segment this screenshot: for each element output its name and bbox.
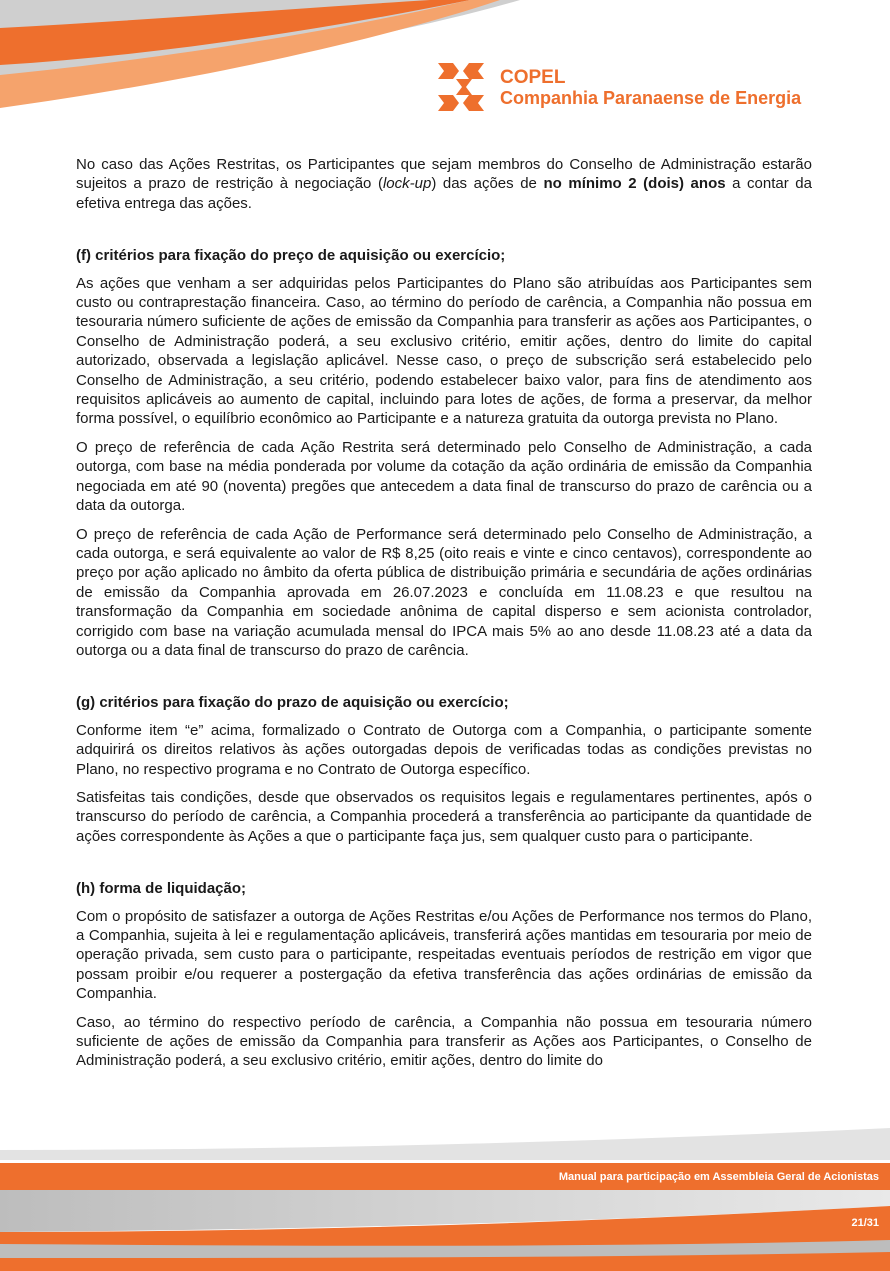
document-body <box>76 155 812 1080</box>
section-g-paragraph-2: Satisfeitas tais condições, desde que observados os requisitos legais e regulamentares pertinentes, após o transcurso do período de carência, a Companhia procederá a transferência ao participante da quantidade de ações correspondente às Ações a que o participante faça jus, sem qualquer custo para o participante. <box>76 788 812 845</box>
footer-title: Manual para participação em Assembleia Geral de Acionistas <box>558 1171 879 1183</box>
intro-text-3: a contar da efetiva entrega das ações. <box>76 175 812 212</box>
section-g-heading: (g) critérios para fixação do prazo de aquisição ou exercício; <box>76 694 509 712</box>
intro-text-2: ) das ações de <box>431 175 544 193</box>
intro-bold-term: no mínimo 2 (dois) anos <box>543 175 726 193</box>
section-h-heading: (h) forma de liquidação; <box>76 880 247 898</box>
intro-paragraph <box>76 155 812 213</box>
section-f-heading: (f) critérios para fixação do preço de aquisição ou exercício; <box>76 247 506 265</box>
brand-full-name: Companhia Paranaense de Energia <box>500 88 802 108</box>
section-g-paragraph-1: Conforme item “e” acima, formalizado o Contrato de Outorga com a Companhia, o participante somente adquirirá os direitos relativos às ações outorgadas depois de verificadas todas as condições previstas no Plano, no respectivo programa e no Contrato de Outorga específico. <box>76 721 812 778</box>
section-h-paragraph-2: Caso, ao término do respectivo período de carência, a Companhia não possua em tesouraria número suficiente de ações de emissão da Companhia para transferir as Ações aos Participantes, o Conselho de Administração poderá, a seu exclusivo critério, emitir ações, dentro do limite do <box>76 1013 812 1070</box>
footer-band-grey-top <box>0 1128 890 1160</box>
section-f-paragraph-3: O preço de referência de cada Ação de Performance será determinado pelo Conselho de Administração, a cada outorga, e será equivalente ao valor de R$ 8,25 (oito reais e vinte e cinco centavos), correspondente ao preço por ação aplicado no âmbito da oferta pública de distribuição primária e secundária de ações ordinárias de emissão da Companhia aprovada em 26.07.2023 e concluída em 11.08.23 e que resultou na transformação da Companhia em sociedade anônima de capital disperso e sem acionista controlador, corrigido com base na variação acumulada mensal do IPCA mais 5% ao ano desde 11.08.23 até a data da outorga ou a data final de transcurso do prazo de carência. <box>76 525 812 659</box>
section-f-paragraph-2: O preço de referência de cada Ação Restrita será determinado pelo Conselho de Administração, a cada outorga, com base na média ponderada por volume da cotação da ação ordinária de emissão da Companhia negociada em até 90 (noventa) pregões que antecedem a data final de transcurso do prazo de carência ou a data da outorga. <box>76 438 812 515</box>
copel-logo-icon <box>438 63 490 111</box>
intro-text-1: No caso das Ações Restritas, os Participantes que sejam membros do Conselho de Administração estarão sujeitos a prazo de restrição à negociação ( <box>76 156 812 193</box>
brand-block <box>500 68 801 107</box>
brand-name: COPEL <box>500 67 566 88</box>
section-h-paragraph-1: Com o propósito de satisfazer a outorga de Ações Restritas e/ou Ações de Performance nos termos do Plano, a Companhia, sujeita à lei e regulamentação aplicáveis, transferirá ações mantidas em tesouraria por meio de operação privada, sem custo para o participante, respeitadas eventuais períodos de restrição em vigor que possam proibir e/ou requerer a postergação da efetiva transferência das ações ordinárias de emissão da Companhia. <box>76 907 812 1003</box>
section-f-paragraph-1: As ações que venham a ser adquiridas pelos Participantes do Plano são atribuídas aos Participantes sem custo ou contraprestação financeira. Caso, ao término do período de carência, a Companhia não possua em tesouraria número suficiente de ações de emissão da Companhia para transferir as ações aos Participantes, o Conselho de Administração poderá, a seu exclusivo critério, emitir ações, dentro do limite do capital autorizado, observada a legislação aplicável. Nesse caso, o preço de subscrição será estabelecido pelo Conselho de Administração, a seu critério, podendo estabelecer baixo valor, para fins de atendimento aos requisitos aplicáveis ao aumento de capital, incluindo para lotes de ações, de forma a preservar, da melhor forma possível, o equilíbrio econômico ao Participante e a natureza gratuita da outorga prevista no Plano. <box>76 274 812 428</box>
page-number: 21/31 <box>851 1217 879 1229</box>
intro-lockup-term: lock-up <box>382 175 432 193</box>
